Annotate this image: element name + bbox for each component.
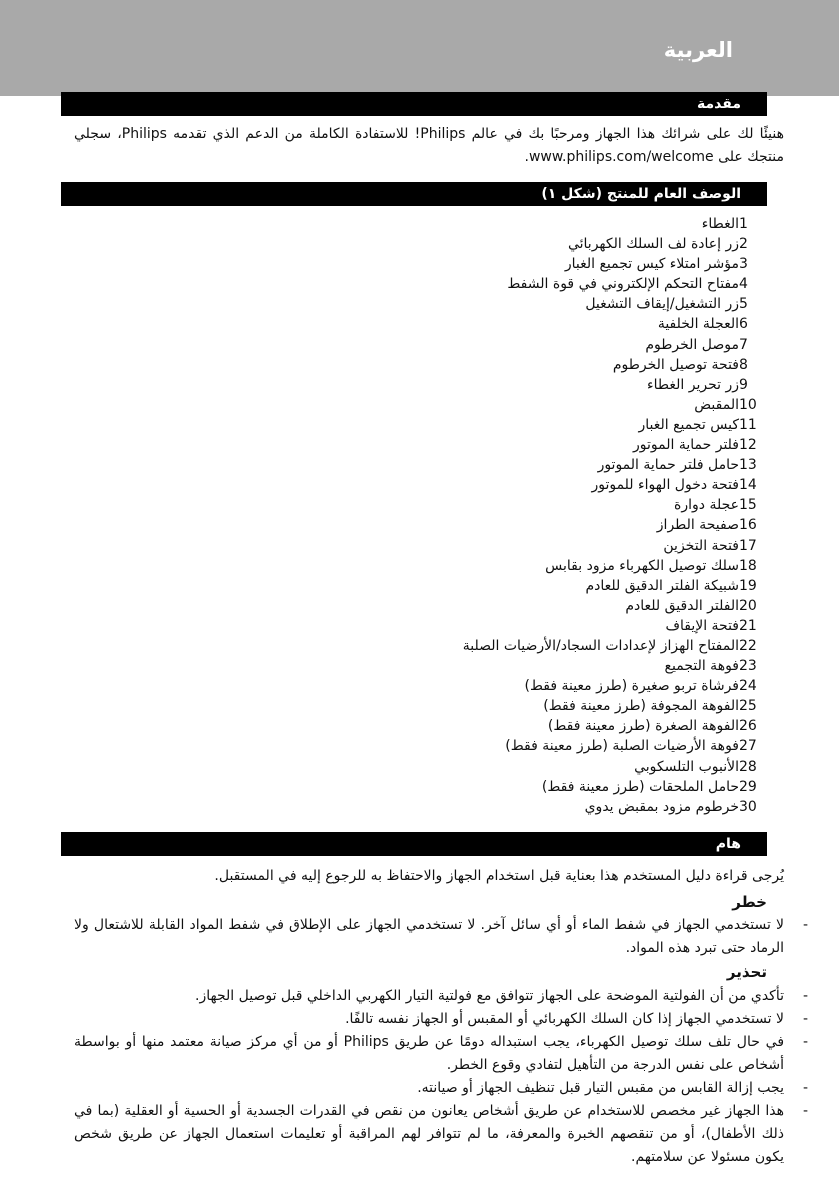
bullet-item: [74, 1077, 808, 1100]
part-item: [67, 736, 767, 756]
part-number: 11: [739, 416, 757, 433]
part-label: المفتاح الهزاز لإعدادات السجاد/الأرضيات الصلبة: [462, 637, 739, 654]
part-number: 10: [739, 396, 757, 413]
bullet-text: لا تستخدمي الجهاز إذا كان السلك الكهربائي أو المقبس أو الجهاز نفسه تالفًا.: [345, 1011, 784, 1027]
part-item: [67, 716, 767, 736]
part-number: 29: [739, 778, 757, 795]
warning-list: [74, 985, 808, 1169]
section-heading-overview: الوصف العام للمنتج (شكل ١): [61, 182, 767, 206]
part-item: [67, 616, 767, 636]
part-number: 7: [739, 336, 748, 353]
part-label: الفوهة الصغرة (طرز معينة فقط): [547, 718, 739, 735]
part-label: فتحة التخزين: [663, 537, 739, 554]
part-number: 22: [739, 637, 757, 654]
bullet-item: [74, 1031, 808, 1077]
part-number: 28: [739, 758, 757, 775]
bullet-dash: -: [802, 1103, 808, 1119]
part-item: [67, 254, 767, 274]
section-heading-intro: مقدمة: [61, 92, 767, 116]
part-item: [67, 556, 767, 576]
part-label: فتحة توصيل الخرطوم: [612, 356, 739, 373]
part-item: [67, 375, 767, 395]
warning-heading: تحذير: [726, 963, 767, 981]
bullet-text: يجب إزالة القابس من مقبس التيار قبل تنظيف الجهاز أو صيانته.: [417, 1080, 784, 1096]
part-item: [67, 696, 767, 716]
bullet-text: في حال تلف سلك توصيل الكهرباء، يجب استبداله دومًا عن طريق Philips أو من أي مركز صيانة معتمد منها أو بواسطة أشخاص على نفس الدرجة من التأهيل لتفادي وقوع الخطر.: [74, 1034, 785, 1073]
danger-heading: خطر: [732, 893, 767, 911]
part-number: 2: [739, 236, 748, 253]
part-item: [67, 415, 767, 435]
part-label: فتحة الإيقاف: [665, 617, 739, 634]
part-number: 9: [739, 376, 748, 393]
part-number: 18: [739, 557, 757, 574]
part-number: 23: [739, 658, 757, 675]
part-label: الغطاء: [701, 216, 739, 232]
part-number: 21: [739, 617, 757, 634]
part-number: 14: [739, 477, 757, 494]
part-label: كيس تجميع الغبار: [638, 416, 739, 433]
bullet-item: [74, 985, 808, 1008]
part-number: 20: [739, 597, 757, 614]
part-label: شبيكة الفلتر الدقيق للعادم: [585, 577, 739, 594]
part-number: 16: [739, 517, 757, 534]
bullet-dash: -: [802, 988, 808, 1004]
part-label: الأنبوب التلسكوبي: [634, 758, 739, 775]
part-label: خرطوم مزود بمقبض يدوي: [584, 798, 739, 815]
part-item: [67, 355, 767, 375]
part-item: [67, 515, 767, 535]
part-number: 15: [739, 497, 757, 514]
part-label: فلتر حماية الموتور: [633, 437, 739, 454]
part-item: [67, 274, 767, 294]
part-label: صفيحة الطراز: [656, 517, 739, 534]
bullet-text: هذا الجهاز غير مخصص للاستخدام عن طريق أشخاص يعانون من نقص في القدرات الجسدية أو الحسية أو العقلية (بما في ذلك الأطفال)، أو من تنقصهم الخبرة والمعرفة، ما لم تتوافر لهم المراقبة أو تعليمات استعمال الجهاز عن طريق شخص يكون مسئولا عن سلامتهم.: [74, 1103, 784, 1165]
part-item: [67, 596, 767, 616]
bullet-dash: -: [802, 917, 808, 933]
part-number: 26: [739, 718, 757, 735]
part-label: المقبض: [694, 396, 739, 413]
language-label: العربية: [663, 38, 733, 62]
part-item: [67, 636, 767, 656]
part-number: 12: [739, 437, 757, 454]
part-number: 8: [739, 356, 748, 373]
part-number: 30: [739, 798, 757, 815]
part-item: [67, 495, 767, 515]
part-number: 6: [739, 316, 748, 333]
section-heading-important: هام: [61, 832, 767, 856]
part-item: [67, 214, 767, 234]
part-number: 17: [739, 537, 757, 554]
part-item: [67, 455, 767, 475]
part-label: فتحة دخول الهواء للموتور: [591, 477, 739, 494]
part-number: 13: [739, 457, 757, 474]
part-label: فرشاة تربو صغيرة (طرز معينة فقط): [524, 678, 739, 695]
part-number: 3: [739, 256, 748, 273]
part-label: زر تحرير الغطاء: [647, 376, 739, 393]
part-number: 1: [739, 216, 748, 232]
part-label: عجلة دوارة: [674, 497, 739, 514]
bullet-dash: -: [802, 1011, 808, 1027]
bullet-item: [74, 914, 808, 960]
part-item: [67, 676, 767, 696]
part-label: زر التشغيل/إيقاف التشغيل: [585, 296, 739, 313]
bullet-text: لا تستخدمي الجهاز في شفط الماء أو أي سائل آخر. لا تستخدمي الجهاز على الإطلاق في شفط المواد القابلة للاشتعال ولا الرماد حتى تبرد هذه المواد.: [74, 917, 784, 956]
part-label: العجلة الخلفية: [657, 316, 739, 333]
part-label: فوهة التجميع: [664, 658, 739, 675]
part-label: زر إعادة لف السلك الكهربائي: [567, 236, 739, 253]
part-number: 25: [739, 698, 757, 715]
part-number: 5: [739, 296, 748, 313]
part-item: [67, 777, 767, 797]
part-label: مفتاح التحكم الإلكتروني في قوة الشفط: [507, 276, 739, 293]
part-item: [67, 435, 767, 455]
part-number: 27: [739, 738, 757, 755]
part-label: الفوهة المجوفة (طرز معينة فقط): [543, 698, 739, 715]
parts-list: [67, 214, 767, 817]
part-item: [67, 536, 767, 556]
bullet-item: [74, 1100, 808, 1169]
part-item: [67, 234, 767, 254]
part-label: مؤشر امتلاء كيس تجميع الغبار: [564, 256, 739, 273]
bullet-dash: -: [802, 1080, 808, 1096]
part-label: حامل الملحقات (طرز معينة فقط): [541, 778, 739, 795]
part-item: [67, 395, 767, 415]
part-item: [67, 335, 767, 355]
bullet-item: [74, 1008, 808, 1031]
part-label: فوهة الأرضيات الصلبة (طرز معينة فقط): [505, 738, 739, 755]
part-label: حامل فلتر حماية الموتور: [597, 457, 739, 474]
danger-list: [74, 914, 808, 960]
part-label: موصل الخرطوم: [645, 336, 739, 353]
important-intro: يُرجى قراءة دليل المستخدم هذا بعناية قبل استخدام الجهاز والاحتفاظ به للرجوع إليه في المستقبل.: [214, 868, 784, 884]
part-item: [67, 294, 767, 314]
part-item: [67, 576, 767, 596]
part-number: 4: [739, 276, 748, 293]
intro-paragraph: هنيئًا لك على شرائك هذا الجهاز ومرحبًا بك في عالم Philips! للاستفادة الكاملة من الدعم الذي تقدمه Philips، سجلي منتجك على www.philips.com/welcome.: [74, 126, 784, 165]
part-item: [67, 475, 767, 495]
part-label: سلك توصيل الكهرباء مزود بقابس: [545, 557, 739, 574]
bullet-dash: -: [802, 1034, 808, 1050]
part-item: [67, 797, 767, 817]
part-item: [67, 656, 767, 676]
part-label: الفلتر الدقيق للعادم: [625, 597, 739, 614]
part-number: 19: [739, 577, 757, 594]
part-item: [67, 314, 767, 334]
part-number: 24: [739, 678, 757, 695]
part-item: [67, 757, 767, 777]
bullet-text: تأكدي من أن الفولتية الموضحة على الجهاز تتوافق مع فولتية التيار الكهربي الداخلي قبل توصيل الجهاز.: [195, 988, 784, 1004]
